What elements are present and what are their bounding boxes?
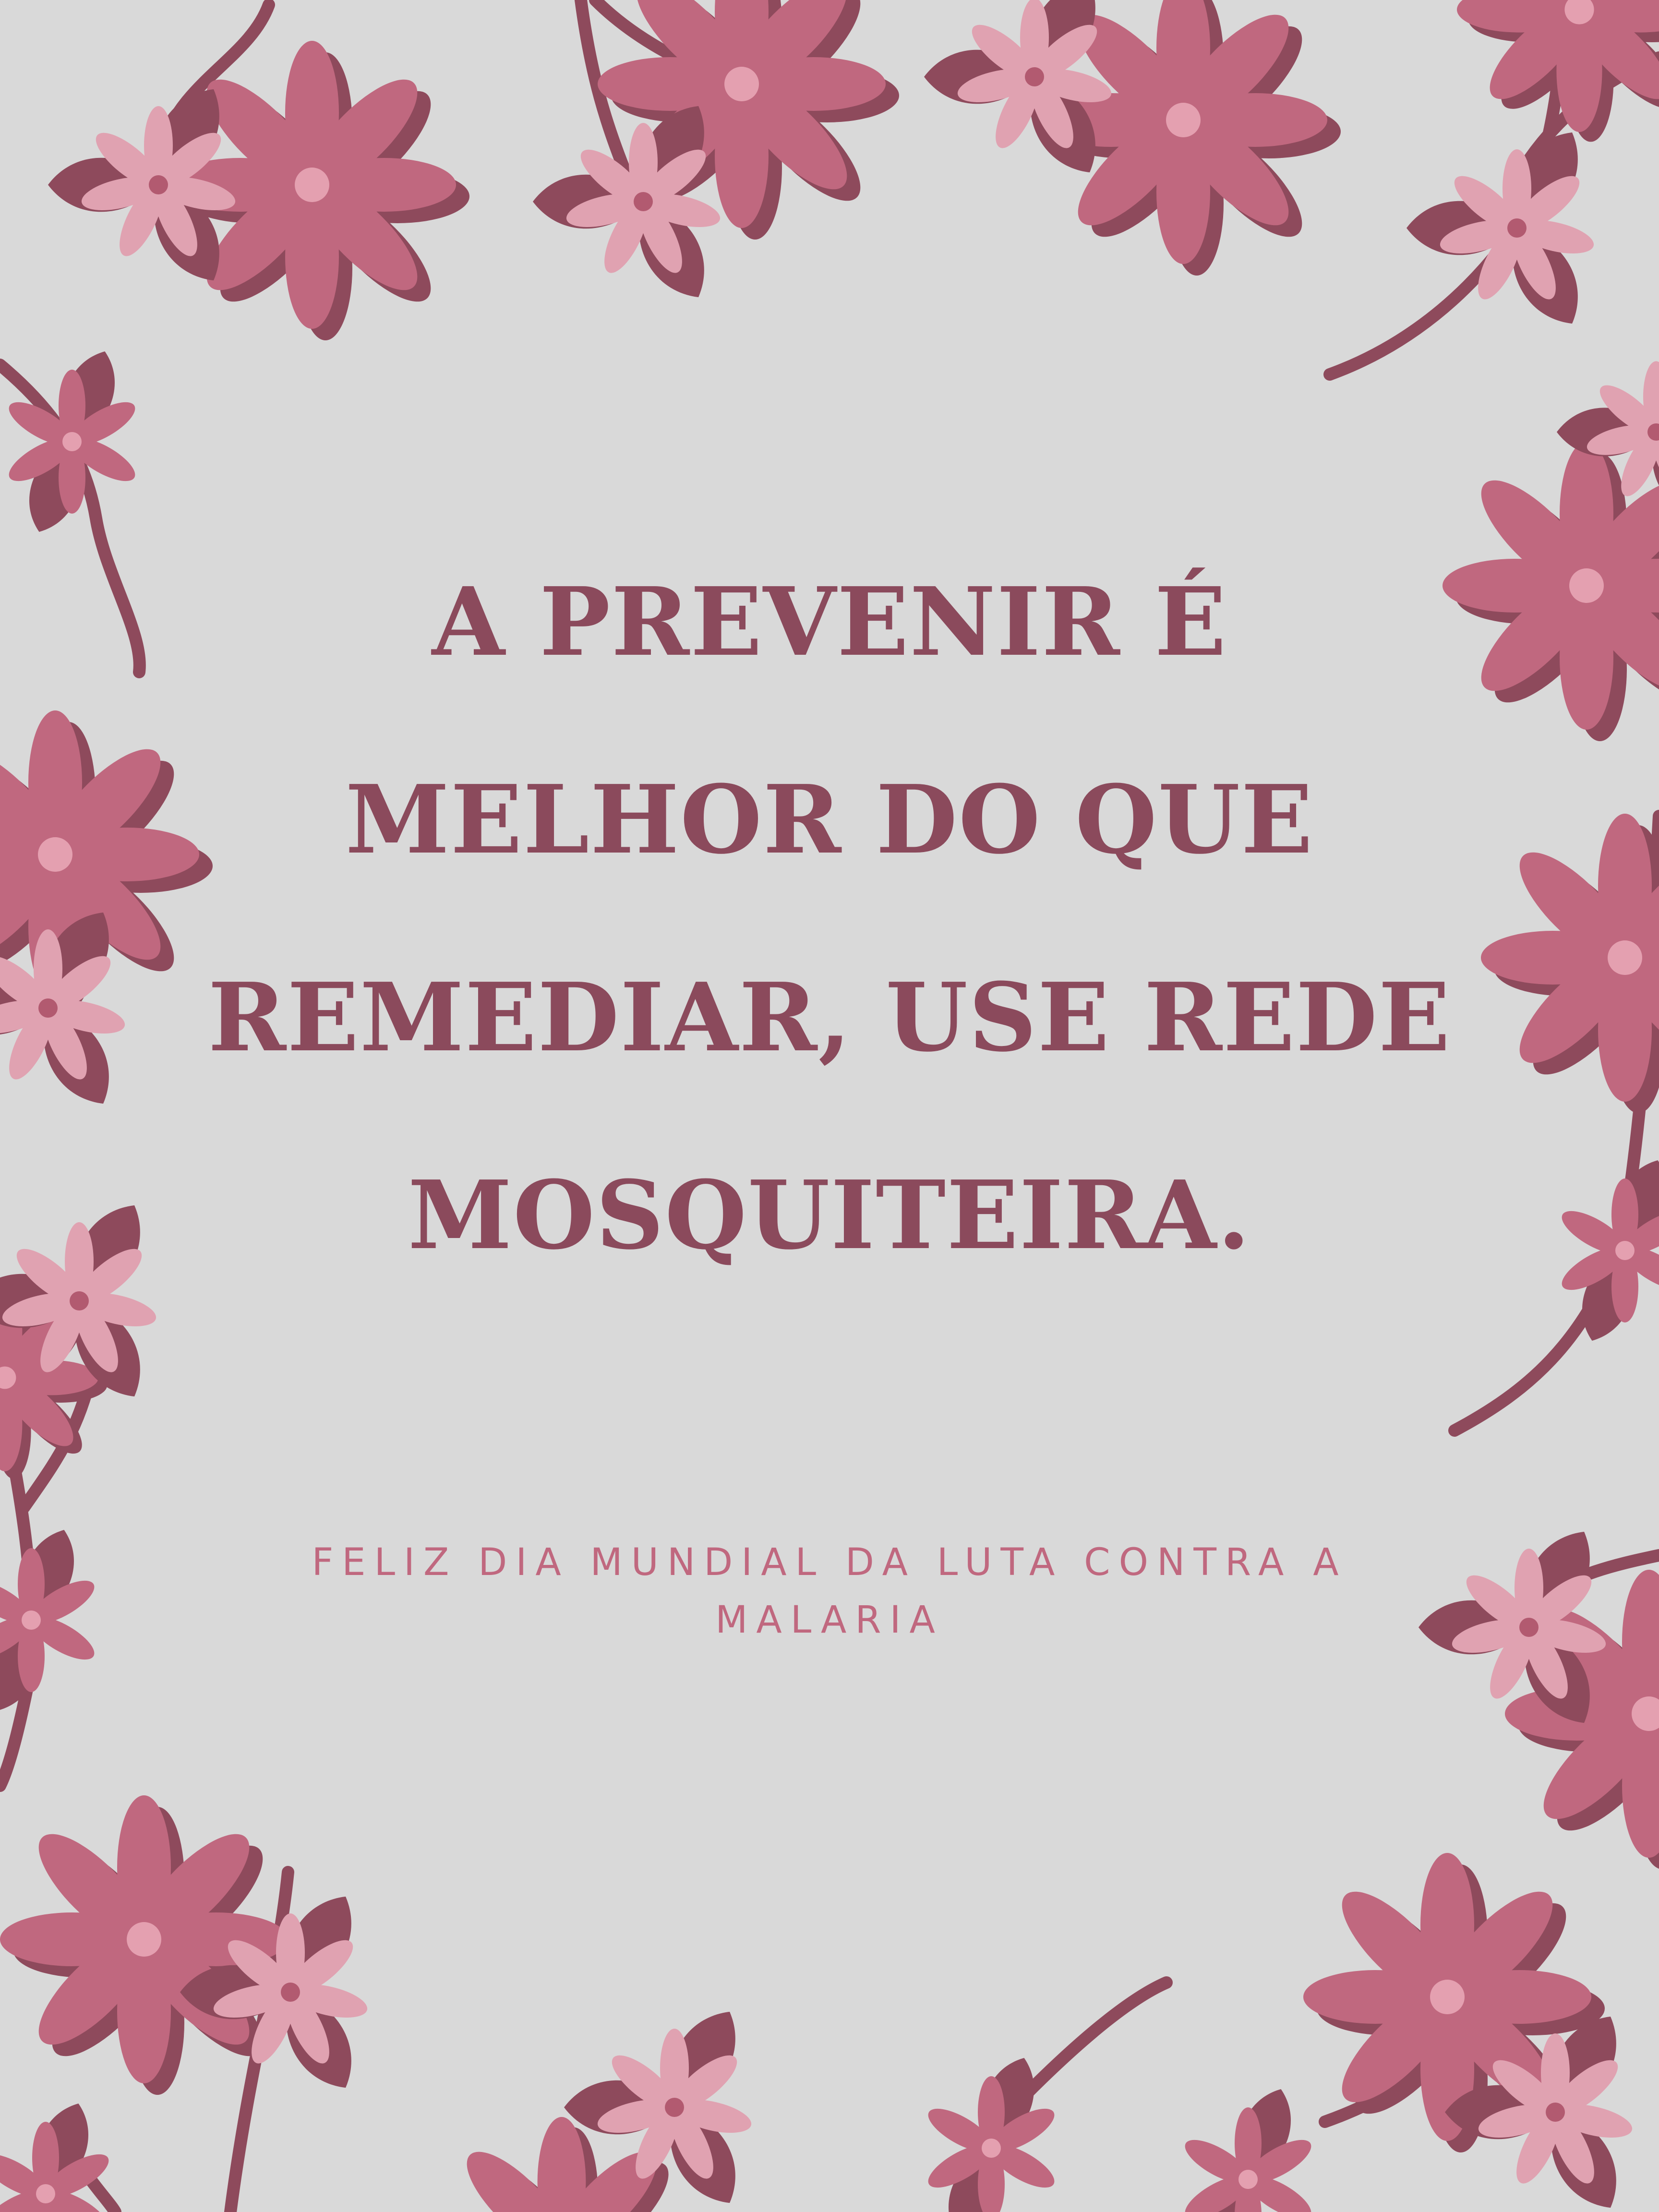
headline-line-3: REMEDIAR, USE REDE (208, 962, 1451, 1073)
headline-line-4: MOSQUITEIRA. (408, 1160, 1251, 1271)
subline (250, 1534, 1409, 1649)
headline-line-2: MELHOR DO QUE (345, 765, 1314, 875)
subline-line-1: FELIZ DIA MUNDIAL DA LUTA CONTRA A (312, 1541, 1347, 1584)
subline-line-2: MALARIA (715, 1599, 944, 1642)
headline (202, 523, 1457, 1314)
headline-line-1: A PREVENIR É (432, 567, 1227, 677)
